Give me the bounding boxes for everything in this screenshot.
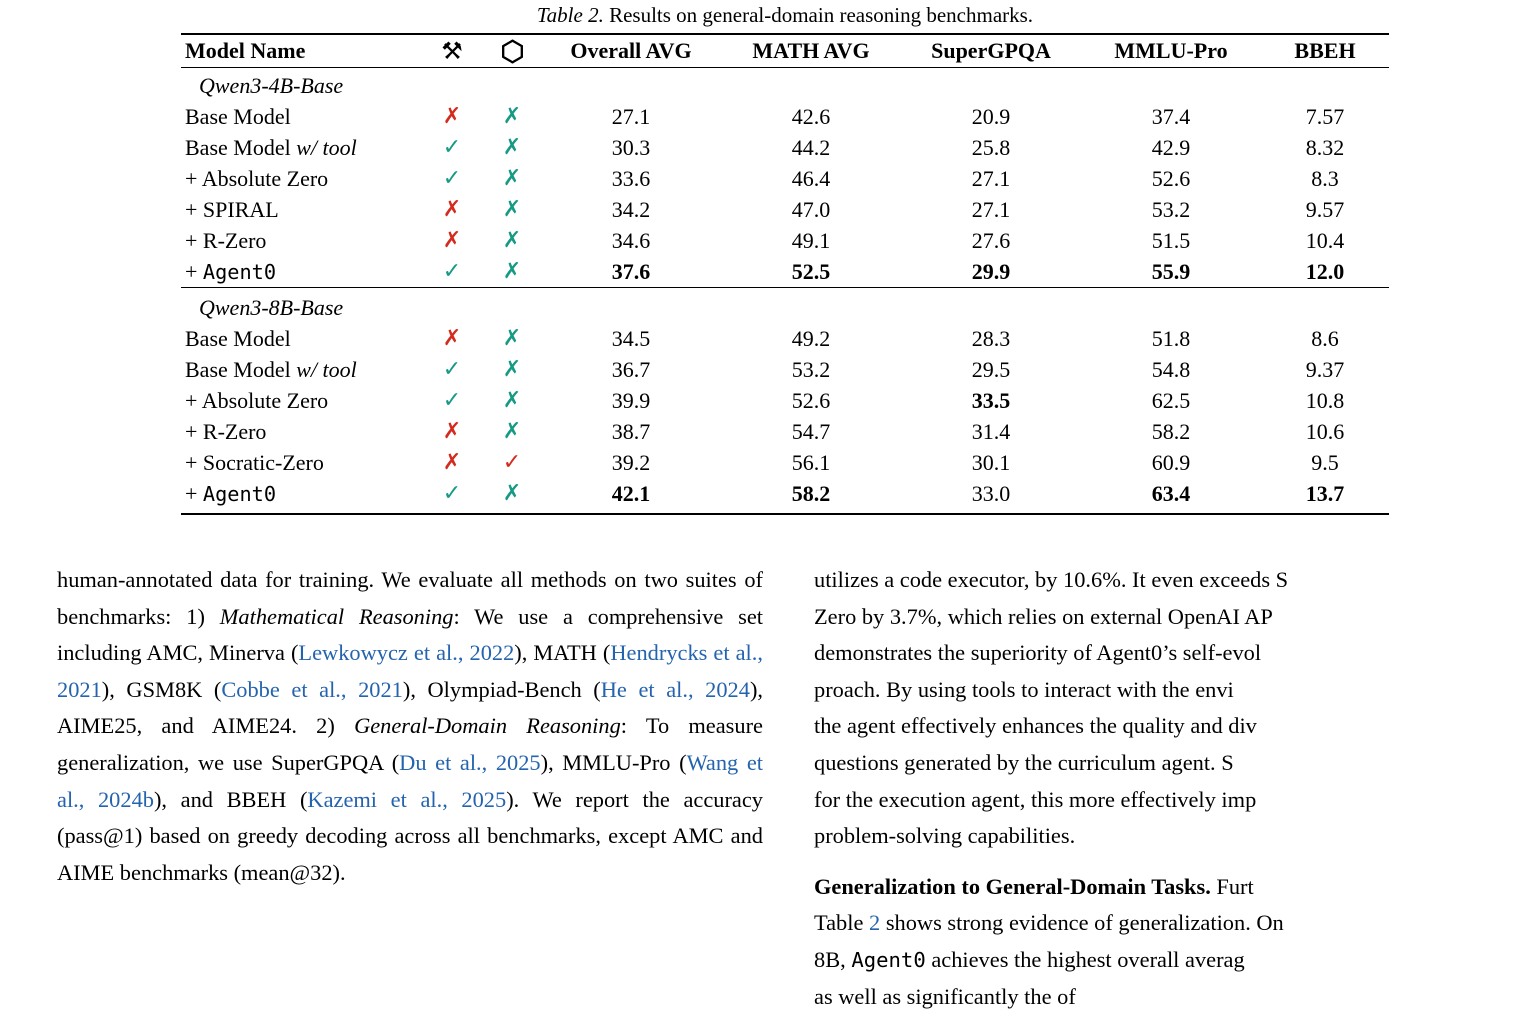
text-segment: : To measure generalization, we use SuperGPQA (: [57, 713, 763, 775]
cell-math: 52.6: [791, 387, 831, 413]
cell-mmlu: 37.4: [1151, 103, 1191, 129]
cell-mmlu: 51.8: [1151, 325, 1191, 351]
cell-math: 54.7: [791, 418, 831, 444]
openai-api-mark: ✗: [502, 228, 522, 254]
tool-usage-mark: ✗: [442, 104, 462, 130]
text-segment: for the execution agent, this more effectively imp: [814, 786, 1257, 812]
cell-supergpqa: 28.3: [971, 325, 1011, 351]
model-name: +: [185, 258, 203, 284]
model-name: Base Model: [185, 134, 297, 160]
cell-mmlu: 51.5: [1151, 227, 1191, 253]
table-row: [181, 447, 1389, 478]
table-row: [181, 416, 1389, 447]
cell-overall: 33.6: [611, 165, 651, 191]
header-row: [181, 34, 1389, 68]
cell-mmlu: 62.5: [1151, 387, 1191, 413]
model-name: + SPIRAL: [185, 196, 279, 222]
col-header-math-avg: MATH AVG: [721, 34, 901, 68]
citation-link[interactable]: Wang et al., 2024b: [57, 749, 763, 812]
cell-overall: 34.6: [611, 227, 651, 253]
openai-api-mark: ✗: [502, 135, 522, 161]
openai-api-mark: ✗: [502, 481, 522, 507]
cell-bbeh: 8.32: [1305, 134, 1345, 160]
cell-bbeh: 8.6: [1311, 325, 1339, 351]
model-name: + R-Zero: [185, 227, 267, 253]
openai-api-mark: ✗: [502, 104, 522, 130]
table-row: [181, 194, 1389, 225]
text-line: [814, 942, 1514, 979]
generalization-paragraph: [814, 869, 1514, 1009]
model-name: Base Model: [185, 103, 291, 129]
cell-overall: 42.1: [611, 480, 651, 506]
right-text-column: [814, 562, 1514, 1009]
text-segment: Mathematical Reasoning: [219, 603, 454, 629]
openai-api-mark: ✗: [502, 388, 522, 414]
table-row: [181, 323, 1389, 354]
hammer-wrench-icon: ⚒: [441, 36, 463, 65]
text-segment: Table: [814, 910, 870, 936]
cell-supergpqa: 27.1: [971, 165, 1011, 191]
text-line-truncated: [814, 979, 1514, 1009]
text-segment: demonstrates the superiority of Agent0’s self-evol: [814, 640, 1262, 666]
text-line: [814, 869, 1514, 906]
cell-supergpqa: 25.8: [971, 134, 1011, 160]
text-segment: as well as significantly the of: [814, 983, 1076, 1009]
text-segment: problem-solving capabilities.: [814, 823, 1076, 849]
results-table: [181, 33, 1389, 515]
model-name: + Absolute Zero: [185, 387, 329, 413]
openai-api-mark: ✗: [502, 166, 522, 192]
cell-mmlu: 63.4: [1151, 480, 1191, 506]
text-line: [814, 599, 1514, 636]
text-segment: ), MMLU-Pro (: [540, 749, 687, 775]
table2-block: [181, 2, 1389, 515]
cell-bbeh: 9.57: [1305, 196, 1345, 222]
table-row: Base Model w/ tool ✓ ✗ 36.7 53.2 29.5 54.8 9.37: [181, 354, 1389, 385]
text-segment: ), MATH (: [514, 640, 611, 666]
tool-usage-mark: ✗: [442, 450, 462, 476]
text-segment: human-annotated data for training. We evaluate all methods on two suites of benchmarks: 1): [57, 567, 763, 629]
text-segment: Generalization to General-Domain Tasks.: [814, 873, 1211, 899]
citation-link[interactable]: Cobbe et al., 2021: [221, 676, 403, 702]
openai-api-mark: ✗: [502, 419, 522, 445]
model-name: Base Model: [185, 325, 291, 351]
citation-link[interactable]: 2: [869, 910, 881, 936]
col-header-bbeh: BBEH: [1261, 34, 1389, 68]
cell-overall: 34.5: [611, 325, 651, 351]
tool-usage-mark: ✓: [442, 166, 462, 192]
text-segment: achieves the highest overall averag: [925, 946, 1245, 972]
group-row: [181, 68, 1389, 102]
cell-math: 42.6: [791, 103, 831, 129]
model-name: + Absolute Zero: [185, 165, 329, 191]
text-line: [814, 782, 1514, 819]
table-caption-label: Table 2.: [536, 3, 604, 27]
cell-bbeh: 9.37: [1305, 356, 1345, 382]
citation-link[interactable]: Hendrycks et al., 2021: [57, 640, 763, 702]
cell-overall: 30.3: [611, 134, 651, 160]
cell-mmlu: 42.9: [1151, 134, 1191, 160]
citation-link[interactable]: Kazemi et al., 2025: [307, 786, 507, 812]
table-caption-text: Results on general-domain reasoning benchmarks.: [609, 3, 1034, 27]
cell-supergpqa: 30.1: [971, 449, 1011, 475]
tool-usage-mark: ✓: [442, 388, 462, 414]
citation-link[interactable]: Lewkowycz et al., 2022: [298, 640, 515, 666]
openai-api-mark: ✗: [502, 197, 522, 223]
tool-usage-mark: ✓: [442, 357, 462, 383]
cell-supergpqa: 29.9: [971, 258, 1011, 284]
openai-logo-icon: [499, 38, 526, 65]
citation-link[interactable]: Du et al., 2025: [399, 749, 541, 775]
cell-overall: 37.6: [611, 258, 651, 284]
table-caption: [181, 2, 1389, 28]
tool-usage-mark: ✓: [442, 259, 462, 285]
cell-overall: 27.1: [611, 103, 651, 129]
cell-math: 44.2: [791, 134, 831, 160]
text-line: [814, 905, 1514, 942]
cell-bbeh: 9.5: [1311, 449, 1339, 475]
cell-supergpqa: 31.4: [971, 418, 1011, 444]
model-name: +: [185, 480, 203, 506]
table-row: [181, 225, 1389, 256]
text-segment: ), and BBEH (: [153, 786, 308, 812]
group-row: [181, 288, 1389, 324]
tool-usage-mark: ✗: [442, 326, 462, 352]
table-row: [181, 385, 1389, 416]
cell-bbeh: 10.8: [1305, 387, 1345, 413]
cell-mmlu: 58.2: [1151, 418, 1191, 444]
tool-usage-mark: ✗: [442, 228, 462, 254]
text-segment: Agent0: [851, 947, 926, 972]
text-segment: shows strong evidence of generalization. On: [880, 910, 1284, 936]
cell-math: 52.5: [791, 258, 831, 284]
tool-usage-mark: ✓: [442, 481, 462, 507]
text-line: [814, 562, 1514, 599]
text-segment: utilizes a code executor, by 10.6%. It even exceeds S: [814, 567, 1289, 592]
text-segment: Furt: [1210, 873, 1254, 899]
text-line: [814, 672, 1514, 709]
text-segment: General-Domain Reasoning: [354, 713, 621, 739]
cell-overall: 34.2: [611, 196, 651, 222]
cell-overall: 36.7: [611, 356, 651, 382]
table-row: Base Model w/ tool ✓ ✗ 30.3 44.2 25.8 42.9 8.32: [181, 132, 1389, 163]
cell-supergpqa: 20.9: [971, 103, 1011, 129]
cell-bbeh: 12.0: [1305, 258, 1345, 284]
col-header-overall-avg: Overall AVG: [541, 34, 721, 68]
cell-overall: 39.9: [611, 387, 651, 413]
text-segment: Zero by 3.7%, which relies on external OpenAI AP: [814, 603, 1273, 629]
cell-supergpqa: 33.5: [971, 387, 1011, 413]
openai-api-mark: ✗: [502, 326, 522, 352]
model-group-label: Qwen3-8B-Base: [181, 288, 1389, 324]
text-line: [814, 635, 1514, 672]
cell-bbeh: 7.57: [1305, 103, 1345, 129]
cell-mmlu: 53.2: [1151, 196, 1191, 222]
cell-supergpqa: 27.6: [971, 227, 1011, 253]
table-row: [181, 101, 1389, 132]
text-segment: ). We report the accuracy (pass@1) based on greedy decoding across all benchmarks, except AMC and AIME benchmarks (mean@32).: [57, 786, 763, 885]
cell-mmlu: 52.6: [1151, 165, 1191, 191]
model-name: + R-Zero: [185, 418, 267, 444]
col-header-api: [483, 34, 541, 68]
table-row: [181, 163, 1389, 194]
left-text-column: [57, 562, 763, 891]
text-segment: proach. By using tools to interact with the envi: [814, 676, 1234, 702]
text-segment: ), AIME25, and AIME24. 2): [57, 676, 763, 739]
citation-link[interactable]: He et al., 2024: [600, 676, 750, 702]
left-paragraph: [57, 562, 763, 891]
table-row: + Agent0 ✓ ✗ 37.6 52.5 29.9 55.9 12.0: [181, 256, 1389, 288]
text-line: [814, 708, 1514, 745]
cell-bbeh: 10.4: [1305, 227, 1345, 253]
cell-mmlu: 54.8: [1151, 356, 1191, 382]
cell-bbeh: 8.3: [1311, 165, 1339, 191]
cell-supergpqa: 27.1: [971, 196, 1011, 222]
text-line: [814, 745, 1514, 782]
model-name: + Socratic-Zero: [185, 449, 324, 475]
col-header-mmlu-pro: MMLU-Pro: [1081, 34, 1261, 68]
cell-math: 58.2: [791, 480, 831, 506]
col-header-supergpqa: SuperGPQA: [901, 34, 1081, 68]
cell-math: 46.4: [791, 165, 831, 191]
tool-usage-mark: ✓: [442, 135, 462, 161]
cell-overall: 38.7: [611, 418, 651, 444]
text-segment: : We use a comprehensive set including AMC, Minerva (: [57, 603, 763, 666]
openai-api-mark: ✓: [502, 450, 522, 476]
table-row: + Agent0 ✓ ✗ 42.1 58.2 33.0 63.4 13.7: [181, 478, 1389, 514]
cell-supergpqa: 29.5: [971, 356, 1011, 382]
cell-bbeh: 13.7: [1305, 480, 1345, 506]
openai-api-mark: ✗: [502, 357, 522, 383]
cell-math: 49.1: [791, 227, 831, 253]
col-header-model-name: Model Name: [181, 34, 421, 68]
text-segment: ), Olympiad-Bench (: [402, 676, 601, 702]
cell-supergpqa: 33.0: [971, 480, 1011, 506]
model-name: Base Model: [185, 356, 297, 382]
text-segment: 8B,: [814, 946, 852, 972]
cell-overall: 39.2: [611, 449, 651, 475]
tool-usage-mark: ✗: [442, 197, 462, 223]
text-segment: the agent effectively enhances the quality and div: [814, 713, 1257, 739]
tool-usage-mark: ✗: [442, 419, 462, 445]
text-segment: ), GSM8K (: [101, 676, 222, 702]
cell-math: 47.0: [791, 196, 831, 222]
model-group-label: Qwen3-4B-Base: [199, 73, 344, 99]
cell-mmlu: 55.9: [1151, 258, 1191, 284]
text-segment: questions generated by the curriculum agent. S: [814, 749, 1234, 775]
cell-math: 53.2: [791, 356, 831, 382]
cell-math: 56.1: [791, 449, 831, 475]
text-line: [814, 818, 1514, 855]
cell-mmlu: 60.9: [1151, 449, 1191, 475]
cell-math: 49.2: [791, 325, 831, 351]
openai-api-mark: ✗: [502, 259, 522, 285]
cell-bbeh: 10.6: [1305, 418, 1345, 444]
col-header-tool: [421, 34, 483, 68]
